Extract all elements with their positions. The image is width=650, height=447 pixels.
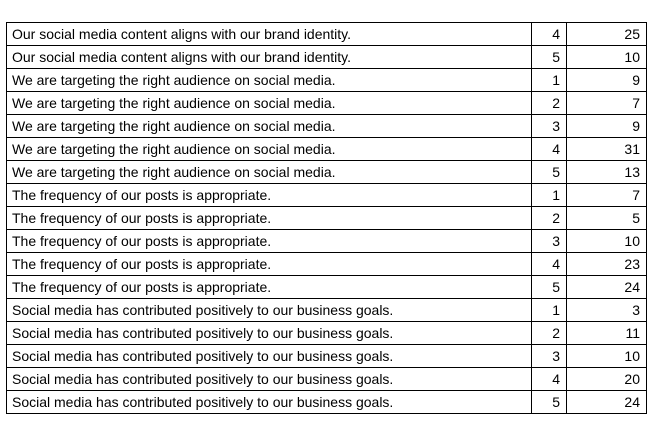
score-cell: 2 [532, 322, 567, 345]
table-row [7, 46, 647, 69]
table-row [7, 391, 647, 414]
score-cell: 2 [532, 92, 567, 115]
table-row [7, 92, 647, 115]
table-row [7, 230, 647, 253]
survey-results-table-container [6, 22, 647, 414]
count-cell: 23 [567, 253, 647, 276]
count-cell: 11 [567, 322, 647, 345]
statement-cell: Social media has contributed positively to our business goals. [7, 322, 532, 345]
table-row [7, 276, 647, 299]
statement-cell: We are targeting the right audience on social media. [7, 92, 532, 115]
score-cell: 4 [532, 253, 567, 276]
count-cell: 20 [567, 368, 647, 391]
table-row [7, 161, 647, 184]
table-body [7, 23, 647, 414]
score-cell: 5 [532, 276, 567, 299]
score-cell: 3 [532, 115, 567, 138]
score-cell: 4 [532, 368, 567, 391]
table-row [7, 138, 647, 161]
statement-cell: We are targeting the right audience on social media. [7, 115, 532, 138]
count-cell: 10 [567, 46, 647, 69]
count-cell: 7 [567, 92, 647, 115]
score-cell: 5 [532, 46, 567, 69]
statement-cell: Social media has contributed positively to our business goals. [7, 345, 532, 368]
survey-results-table [6, 22, 647, 414]
table-row [7, 69, 647, 92]
count-cell: 25 [567, 23, 647, 46]
statement-cell: The frequency of our posts is appropriate. [7, 276, 532, 299]
count-cell: 13 [567, 161, 647, 184]
count-cell: 24 [567, 276, 647, 299]
score-cell: 1 [532, 299, 567, 322]
statement-cell: The frequency of our posts is appropriate. [7, 230, 532, 253]
table-row [7, 322, 647, 345]
score-cell: 1 [532, 69, 567, 92]
table-row [7, 345, 647, 368]
score-cell: 3 [532, 345, 567, 368]
score-cell: 2 [532, 207, 567, 230]
statement-cell: The frequency of our posts is appropriate. [7, 253, 532, 276]
score-cell: 3 [532, 230, 567, 253]
table-row [7, 184, 647, 207]
count-cell: 7 [567, 184, 647, 207]
statement-cell: Social media has contributed positively to our business goals. [7, 299, 532, 322]
statement-cell: Our social media content aligns with our brand identity. [7, 46, 532, 69]
table-row [7, 299, 647, 322]
statement-cell: We are targeting the right audience on social media. [7, 138, 532, 161]
statement-cell: Social media has contributed positively to our business goals. [7, 391, 532, 414]
statement-cell: Social media has contributed positively to our business goals. [7, 368, 532, 391]
score-cell: 1 [532, 184, 567, 207]
statement-cell: The frequency of our posts is appropriate. [7, 184, 532, 207]
statement-cell: We are targeting the right audience on social media. [7, 69, 532, 92]
score-cell: 4 [532, 138, 567, 161]
statement-cell: We are targeting the right audience on social media. [7, 161, 532, 184]
count-cell: 24 [567, 391, 647, 414]
score-cell: 5 [532, 391, 567, 414]
count-cell: 31 [567, 138, 647, 161]
count-cell: 10 [567, 230, 647, 253]
count-cell: 9 [567, 69, 647, 92]
count-cell: 9 [567, 115, 647, 138]
statement-cell: The frequency of our posts is appropriate. [7, 207, 532, 230]
count-cell: 3 [567, 299, 647, 322]
count-cell: 5 [567, 207, 647, 230]
table-row [7, 115, 647, 138]
table-row [7, 207, 647, 230]
statement-cell: Our social media content aligns with our brand identity. [7, 23, 532, 46]
score-cell: 4 [532, 23, 567, 46]
table-row [7, 368, 647, 391]
table-row [7, 23, 647, 46]
score-cell: 5 [532, 161, 567, 184]
count-cell: 10 [567, 345, 647, 368]
table-row [7, 253, 647, 276]
